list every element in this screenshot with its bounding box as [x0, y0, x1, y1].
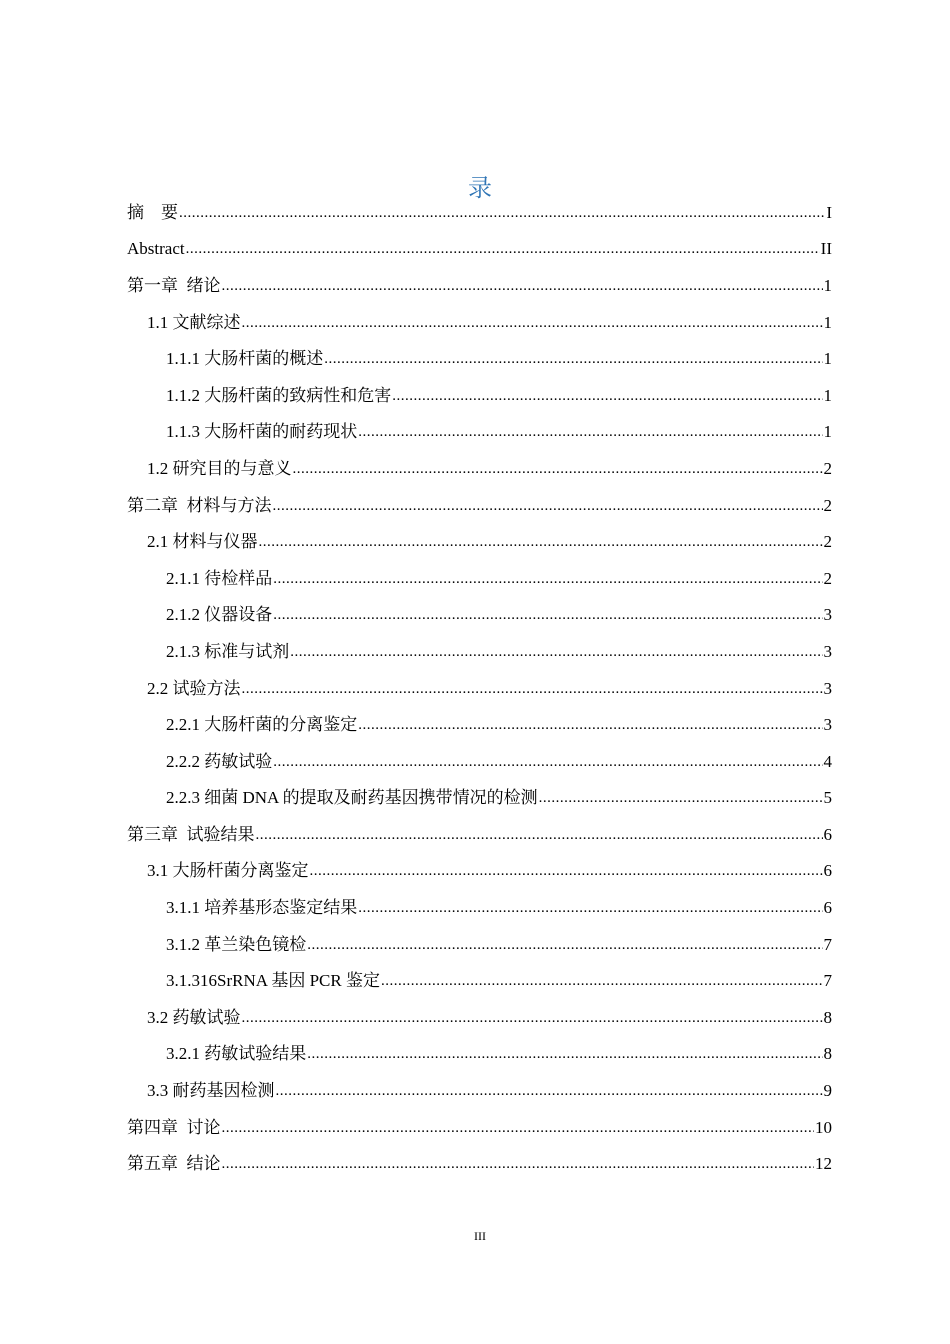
toc-entry-page: 9 — [823, 1081, 832, 1101]
toc-entry[interactable] — [127, 743, 832, 780]
toc-entry-label: 1.2 研究目的与意义 — [147, 458, 292, 478]
toc-entry-label: 第一章 绪论 — [127, 275, 221, 295]
toc-entry[interactable] — [127, 853, 832, 890]
toc-entry-page: 1 — [823, 275, 832, 295]
toc-entry-page: 6 — [823, 824, 832, 844]
toc-entry-page: 3 — [823, 715, 832, 735]
toc-dot-leader — [310, 864, 823, 879]
toc-entry[interactable] — [127, 487, 832, 524]
toc-entry-label: 2.2.1 大肠杆菌的分离鉴定 — [166, 715, 358, 735]
toc-dot-leader — [307, 938, 822, 953]
toc-entry-label: 3.1 大肠杆菌分离鉴定 — [147, 861, 309, 881]
toc-entry[interactable] — [127, 926, 832, 963]
toc-entry-label: 3.2.1 药敏试验结果 — [166, 1044, 307, 1064]
toc-entry-page: 2 — [823, 568, 832, 588]
footer-page-number: III — [474, 1229, 486, 1243]
toc-entry-page: 6 — [823, 898, 832, 918]
toc-entry-label: 3.1.316SrRNA 基因 PCR 鉴定 — [166, 971, 380, 991]
toc-dot-leader — [324, 352, 822, 367]
toc-entry-page: 6 — [823, 861, 832, 881]
toc-dot-leader — [358, 901, 822, 916]
toc-dot-leader — [222, 1157, 815, 1172]
toc-entry-page: II — [820, 239, 832, 259]
toc-dot-leader — [290, 645, 822, 660]
toc-entry[interactable] — [127, 670, 832, 707]
toc-entry-label: Abstract — [127, 239, 185, 259]
toc-dot-leader — [222, 279, 823, 294]
toc-entry-page: 2 — [823, 532, 832, 552]
toc-entry[interactable] — [127, 414, 832, 451]
toc-entry[interactable] — [127, 597, 832, 634]
toc-entry-label: 2.1.1 待检样品 — [166, 568, 273, 588]
toc-entry-label: 第五章 结论 — [127, 1154, 221, 1174]
toc-entry[interactable] — [127, 1145, 832, 1182]
toc-entry[interactable] — [127, 889, 832, 926]
toc-dot-leader — [273, 608, 822, 623]
toc-entry-label: 3.2 药敏试验 — [147, 1007, 241, 1027]
toc-entry-label: 摘 要 — [127, 202, 178, 222]
toc-entry-label: 第四章 讨论 — [127, 1117, 221, 1137]
toc-entry-label: 2.1.2 仪器设备 — [166, 605, 273, 625]
toc-entry-page: 1 — [823, 385, 832, 405]
toc-entry[interactable] — [127, 523, 832, 560]
toc-dot-leader — [381, 974, 823, 989]
toc-entry-page: 8 — [823, 1007, 832, 1027]
table-of-contents — [127, 194, 832, 1182]
toc-entry-page: 4 — [823, 751, 832, 771]
toc-entry-page: 1 — [823, 422, 832, 442]
toc-entry-page: I — [826, 202, 832, 222]
toc-entry[interactable] — [127, 450, 832, 487]
toc-entry-label: 1.1.1 大肠杆菌的概述 — [166, 349, 324, 369]
toc-entry-label: 第三章 试验结果 — [127, 824, 255, 844]
toc-entry-label: 第二章 材料与方法 — [127, 495, 272, 515]
toc-entry[interactable] — [127, 633, 832, 670]
toc-dot-leader — [307, 1047, 822, 1062]
toc-dot-leader — [242, 316, 823, 331]
toc-entry-page: 3 — [823, 641, 832, 661]
toc-dot-leader — [242, 1011, 823, 1026]
toc-dot-leader — [293, 462, 823, 477]
toc-title: 录 — [468, 174, 492, 202]
toc-entry[interactable] — [127, 999, 832, 1036]
toc-entry-label: 2.2 试验方法 — [147, 678, 241, 698]
toc-entry-page: 3 — [823, 605, 832, 625]
toc-dot-leader — [259, 535, 823, 550]
toc-entry-label: 1.1 文献综述 — [147, 312, 241, 332]
toc-dot-leader — [392, 389, 822, 404]
toc-entry[interactable] — [127, 706, 832, 743]
toc-entry[interactable] — [127, 231, 832, 268]
toc-entry[interactable] — [127, 1109, 832, 1146]
toc-entry-page: 3 — [823, 678, 832, 698]
toc-dot-leader — [358, 718, 822, 733]
toc-entry[interactable] — [127, 267, 832, 304]
toc-entry-page: 10 — [815, 1117, 832, 1137]
toc-entry[interactable] — [127, 962, 832, 999]
toc-entry[interactable] — [127, 1072, 832, 1109]
toc-dot-leader — [273, 572, 822, 587]
toc-entry-label: 3.1.2 革兰染色镜检 — [166, 934, 307, 954]
toc-entry[interactable] — [127, 304, 832, 341]
toc-entry-page: 2 — [823, 458, 832, 478]
toc-dot-leader — [276, 1084, 823, 1099]
toc-entry[interactable] — [127, 560, 832, 597]
toc-entry[interactable] — [127, 194, 832, 231]
toc-entry-page: 2 — [823, 495, 832, 515]
toc-dot-leader — [179, 206, 825, 221]
toc-entry-label: 2.1 材料与仪器 — [147, 532, 258, 552]
toc-entry-label: 2.1.3 标准与试剂 — [166, 641, 290, 661]
toc-entry-page: 7 — [823, 971, 832, 991]
toc-entry-page: 1 — [823, 312, 832, 332]
toc-entry[interactable] — [127, 377, 832, 414]
toc-entry-page: 12 — [815, 1154, 832, 1174]
toc-entry-label: 1.1.2 大肠杆菌的致病性和危害 — [166, 385, 392, 405]
toc-entry-page: 8 — [823, 1044, 832, 1064]
toc-entry-label: 1.1.3 大肠杆菌的耐药现状 — [166, 422, 358, 442]
toc-dot-leader — [358, 425, 822, 440]
toc-entry-label: 2.2.2 药敏试验 — [166, 751, 273, 771]
toc-entry-page: 1 — [823, 349, 832, 369]
toc-dot-leader — [256, 828, 823, 843]
toc-entry[interactable] — [127, 340, 832, 377]
toc-dot-leader — [186, 242, 820, 257]
toc-dot-leader — [242, 682, 823, 697]
toc-entry-label: 3.3 耐药基因检测 — [147, 1081, 275, 1101]
toc-entry[interactable] — [127, 1036, 832, 1073]
toc-entry-label: 3.1.1 培养基形态鉴定结果 — [166, 898, 358, 918]
toc-dot-leader — [222, 1121, 815, 1136]
toc-entry-page: 5 — [823, 788, 832, 808]
toc-dot-leader — [273, 755, 822, 770]
toc-entry-page: 7 — [823, 934, 832, 954]
toc-entry-label: 2.2.3 细菌 DNA 的提取及耐药基因携带情况的检测 — [166, 788, 538, 808]
toc-entry[interactable] — [127, 780, 832, 817]
toc-entry[interactable] — [127, 816, 832, 853]
toc-dot-leader — [539, 791, 823, 806]
toc-dot-leader — [273, 499, 823, 514]
